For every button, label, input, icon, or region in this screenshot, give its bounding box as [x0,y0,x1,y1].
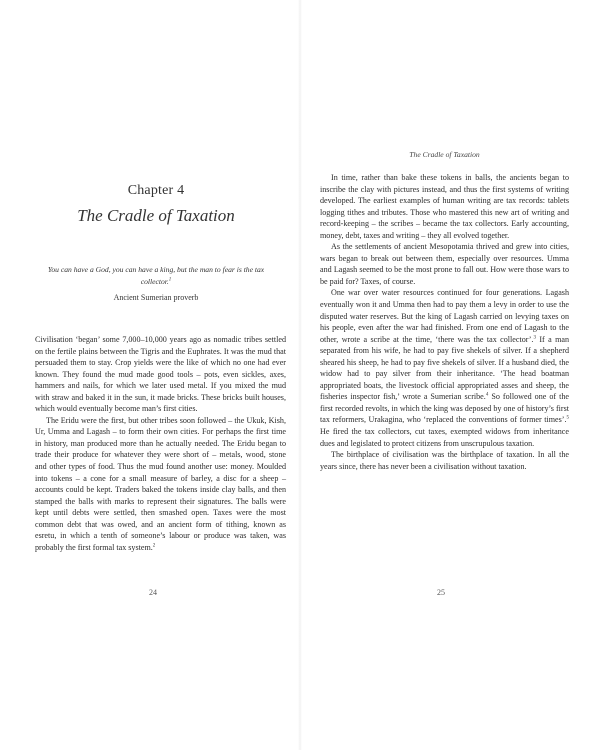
paragraph-2 [35,415,286,554]
paragraph-2-text: The Eridu were the first, but other tribes soon followed – the Ukuk, Kish, Ur, Umma and Lagash – to form their own cities. For perhaps the first time in history, man produced more than he actually needed. The Eridu began to trade their produce for whatever they were short of – metals, wood, stone and other types of food. Thus the mud found another use: money. Moulded into tokens – a cone for a small measure of barley, a disc for a sheep – accounts could be kept. Traders baked the tokens inside clay balls, and then stamped the balls with marks to represent their signatures. The balls were kept until debts were settled, then smashed open. Taxes were the most common debt that was owed, and an ancient form of tithing, known as esretu, in which a tenth of someone’s labour or produce was taken, was probably the first formal tax system. [35,415,286,552]
epigraph-text: You can have a God, you can have a king, but the man to fear is the tax collector. [47,265,265,286]
paragraph-3: In time, rather than bake these tokens in balls, the ancients began to inscribe the clay with pictures instead, and thus the first systems of writing developed. The earliest examples of human writing are tax records: tablets logging tithes and tributes. Those who mastered this new art of writing and record-keeping – the scribes – became the tax collectors. Early accounting, money, debt, taxes and writing – they all evolved together. [320,173,569,240]
right-body-text [320,172,569,472]
chapter-title: The Cradle of Taxation [77,206,235,225]
left-body-text [35,334,286,553]
paragraph-1: Civilisation ‘began’ some 7,000–10,000 years ago as nomadic tribes settled on the fertile plains between the Tigris and the Euphrates. It was the mud that persuaded them to stay. Crop yields were the like of which no one had ever known. They found the mud made good tools – pots, even sickles, axes, hammers and nails, for which we later used metal. If you mixed the mud with straw and baked it in the sun, it made bricks. These bricks built houses, which would eventually become man’s first cities. [35,335,286,414]
footnote-marker-1: 1 [168,276,172,282]
paragraph-5-part-d: He fired the tax collectors, cut taxes, exempted widows from inheritance dues and legislated to protect citizens from unscrupulous taxation. [320,427,569,448]
paragraph-6: The birthplace of civilisation was the birthplace of taxation. In all the years since, there has never been a civilisation without taxation. [320,450,569,471]
epigraph-source: Ancient Sumerian proverb [113,293,199,302]
chapter-label: Chapter 4 [127,183,185,198]
paragraph-5-part-c: So followed one of the first recorded revolts, in which the king was deposed by one of history’s first tax reformers, Urakagina, who ‘replaced the conventions of former times’. [320,392,570,425]
page-number-left: 24 [149,588,157,597]
paragraph-5-part-b: If a man separated from his wife, he had to pay five shekels of silver. If a shepherd sheared his sheep, he had to pay five shekels of silver. If a husband died, the widow had to pay silver from their inheritance. ‘The head boatman appropriated boats, the livestock official appropriated asses and sheep, the fisheries inspector fish,’ wrote a Sumerian scribe. [320,334,569,402]
paragraph-4: As the settlements of ancient Mesopotamia thrived and grew into cities, wars began to break out between them, especially over resources. Umma and Lagash seemed to be the most prone to fall out. How were those wars to be paid for? Taxes, of course. [320,242,569,286]
paragraph-5 [320,287,569,449]
page-number-right: 25 [437,588,445,597]
footnote-marker-5: 5 [566,415,569,421]
epigraph [36,264,276,287]
footnote-marker-2: 2 [152,543,156,549]
footnote-marker-4: 4 [485,392,489,398]
footnote-marker-3: 3 [533,334,536,340]
paragraph-5-part-a: One war over water resources continued for four generations. Lagash eventually won it and Umma then had to pay them a levy in order to use the disputed water reserves. But the king of Lagash carried on levying taxes on his people, even after the war had finished. From one end of Lagash to the other, wrote a scribe at the time, ‘there was the tax collector’. [320,288,569,344]
running-head: The Cradle of Taxation [409,150,480,159]
